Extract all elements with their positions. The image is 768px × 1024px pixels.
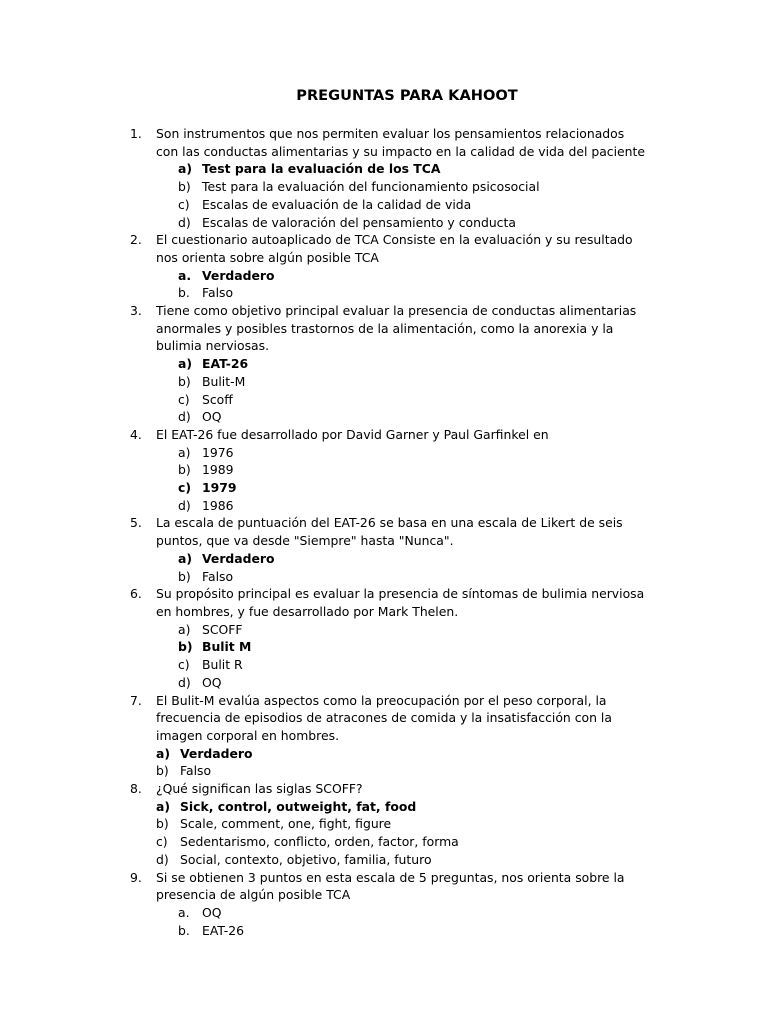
option-text: 1979	[202, 480, 237, 496]
option-text: SCOFF	[202, 621, 243, 637]
answer-option	[178, 444, 650, 462]
question-text: El EAT-26 fue desarrollado por David Garner y Paul Garfinkel en	[156, 426, 549, 442]
question-text: Su propósito principal es evaluar la presencia de síntomas de bulimia nerviosa en hombres, y fue desarrollado por Mark Thelen.	[156, 586, 645, 619]
question-text: Si se obtienen 3 puntos en esta escala de 5 preguntas, nos orienta sobre la presencia de algún posible TCA	[156, 869, 625, 903]
question-text: La escala de puntuación del EAT-26 se basa en una escala de Likert de seis puntos, que va desde "Siempre" hasta "Nunca".	[156, 515, 623, 549]
option-letter: b)	[178, 568, 191, 584]
answer-option	[178, 656, 650, 674]
question-number: 4.	[130, 426, 142, 442]
answer-option-correct	[178, 479, 650, 497]
answer-option-correct	[156, 745, 650, 763]
answer-option	[178, 568, 650, 586]
question-number: 2.	[130, 232, 142, 248]
answer-option-correct	[178, 638, 650, 656]
option-text: EAT-26	[202, 922, 245, 938]
answer-options	[130, 798, 650, 869]
answer-option-correct	[156, 798, 650, 816]
option-text: Test para la evaluación de los TCA	[202, 161, 441, 177]
question-number: 8.	[130, 781, 142, 797]
option-letter: a)	[156, 798, 171, 814]
option-text: 1986	[202, 497, 234, 513]
answer-options	[130, 904, 650, 939]
question-number: 9.	[130, 869, 142, 885]
option-text: Escalas de valoración del pensamiento y conducta	[202, 214, 516, 230]
option-text: Sick, control, outweight, fat, food	[180, 798, 417, 814]
question-item	[130, 302, 650, 355]
question-text: El cuestionario autoaplicado de TCA Consiste en la evaluación y su resultado nos orienta sobre algún posible TCA	[156, 232, 633, 265]
answer-option	[178, 461, 650, 479]
option-letter: a.	[178, 267, 192, 283]
option-letter: b.	[178, 285, 190, 301]
option-letter: a)	[178, 356, 193, 372]
answer-options	[130, 745, 650, 780]
answer-option	[178, 904, 650, 922]
question-item	[130, 125, 650, 160]
option-text: Bulit-M	[202, 373, 246, 389]
document-title: PREGUNTAS PARA KAHOOT	[296, 87, 518, 104]
question-number: 1.	[130, 126, 142, 141]
answer-option	[156, 851, 650, 869]
option-letter: a)	[156, 745, 171, 761]
option-letter: d)	[178, 214, 191, 230]
answer-option	[156, 815, 650, 833]
option-text: Scoff	[202, 391, 233, 407]
answer-options	[130, 355, 650, 426]
option-text: Bulit R	[202, 657, 243, 673]
question-item	[130, 869, 650, 904]
answer-option	[178, 674, 650, 692]
answer-option	[178, 196, 650, 214]
option-text: OQ	[202, 904, 222, 920]
option-text: 1989	[202, 462, 234, 478]
option-letter: a.	[178, 904, 190, 920]
option-letter: b)	[178, 179, 191, 195]
option-letter: a)	[178, 161, 193, 177]
option-letter: d)	[178, 674, 191, 690]
answer-options	[130, 160, 650, 231]
answer-option	[178, 178, 650, 196]
answer-option	[156, 833, 650, 851]
question-item	[130, 780, 650, 798]
answer-option	[178, 214, 650, 232]
answer-option	[178, 497, 650, 515]
answer-option	[178, 621, 650, 639]
option-text: OQ	[202, 409, 222, 425]
option-letter: b)	[156, 816, 169, 832]
question-text: ¿Qué significan las siglas SCOFF?	[156, 781, 363, 797]
answer-option	[178, 284, 650, 302]
question-number: 7.	[130, 692, 142, 708]
option-text: EAT-26	[202, 356, 249, 372]
option-text: Social, contexto, objetivo, familia, futuro	[180, 851, 432, 867]
option-text: Verdadero	[202, 550, 275, 566]
option-text: Escalas de evaluación de la calidad de vida	[202, 196, 472, 212]
option-letter: b)	[156, 763, 169, 779]
answer-option-correct	[178, 355, 650, 373]
question-item	[130, 585, 650, 620]
option-text: Falso	[202, 568, 234, 584]
question-item	[130, 514, 650, 549]
option-text: 1976	[202, 444, 234, 460]
answer-options	[130, 267, 650, 302]
question-text: El Bulit-M evalúa aspectos como la preocupación por el peso corporal, la frecuencia de episodios de atracones de comida y la insatisfacción con la imagen corporal en hombres.	[156, 692, 612, 743]
option-letter: b)	[178, 639, 193, 655]
option-letter: c)	[178, 391, 190, 407]
question-number: 5.	[130, 515, 142, 531]
option-letter: b)	[178, 462, 191, 478]
question-list	[130, 125, 650, 939]
question-item	[130, 426, 650, 444]
question-item	[130, 231, 650, 266]
option-text: OQ	[202, 674, 222, 690]
option-letter: b)	[178, 373, 191, 389]
answer-options	[130, 550, 650, 585]
answer-option	[156, 762, 650, 780]
option-text: Verdadero	[180, 745, 253, 761]
option-letter: c)	[178, 196, 190, 212]
answer-option-correct	[178, 550, 650, 568]
option-letter: c)	[178, 480, 192, 496]
question-item	[130, 692, 650, 745]
answer-option	[178, 391, 650, 409]
option-letter: d)	[156, 851, 169, 867]
option-letter: a)	[178, 621, 191, 637]
option-text: Bulit M	[202, 639, 252, 655]
question-text: Tiene como objetivo principal evaluar la presencia de conductas alimentarias anormales y posibles trastornos de la alimentación, como la anorexia y la bulimia nerviosas.	[156, 303, 637, 354]
option-text: Sedentarismo, conflicto, orden, factor, forma	[180, 834, 459, 850]
answer-option-correct	[178, 267, 650, 285]
option-text: Test para la evaluación del funcionamiento psicosocial	[202, 179, 540, 195]
answer-option	[178, 922, 650, 940]
option-text: Falso	[180, 763, 212, 779]
question-text: Son instrumentos que nos permiten evaluar los pensamientos relacionados con las conductas alimentarias y su impacto en la calidad de vida del paciente	[156, 126, 645, 159]
answer-options	[130, 444, 650, 515]
option-letter: b.	[178, 922, 190, 938]
answer-options	[130, 621, 650, 692]
answer-option	[178, 373, 650, 391]
answer-option	[178, 408, 650, 426]
answer-option-correct	[178, 160, 650, 178]
option-letter: a)	[178, 444, 191, 460]
question-number: 6.	[130, 586, 142, 602]
option-text: Falso	[202, 285, 234, 301]
option-text: Scale, comment, one, fight, figure	[180, 816, 392, 832]
question-number: 3.	[130, 303, 142, 319]
option-letter: d)	[178, 497, 191, 513]
option-letter: a)	[178, 550, 193, 566]
option-letter: c)	[156, 834, 168, 850]
option-letter: c)	[178, 657, 190, 673]
option-letter: d)	[178, 409, 191, 425]
option-text: Verdadero	[202, 267, 275, 283]
